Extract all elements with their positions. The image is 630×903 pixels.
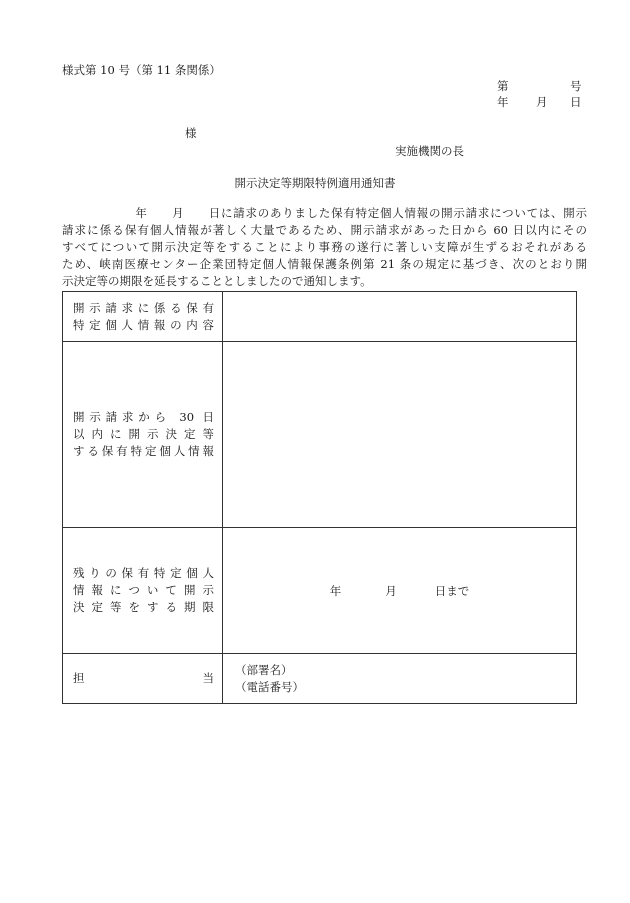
deadline-month-label: 月 xyxy=(385,583,397,598)
table-row xyxy=(63,342,577,528)
notice-table xyxy=(62,291,577,704)
date-day-label: 日 xyxy=(570,95,582,109)
contact-label-left: 担 xyxy=(73,671,85,685)
notice-body xyxy=(62,205,587,290)
form-number: 様式第 10 号（第 11 条関係） xyxy=(62,63,221,77)
department-name-label: （部署名） xyxy=(235,662,293,677)
table-row xyxy=(63,292,577,342)
within-30-days-label-cell: 開示請求から 30 日 以内に開示決定等 する保有特定個人情報 xyxy=(63,342,223,528)
content-label-cell: 開示請求に係る保有 特定個人情報の内容 xyxy=(63,292,223,342)
document-number-suffix: 号 xyxy=(570,79,582,93)
table-row xyxy=(63,654,577,704)
date-year-label: 年 xyxy=(497,95,509,109)
sender-name: 実施機関の長 xyxy=(395,144,464,158)
within-30-days-value-cell[interactable] xyxy=(223,342,577,528)
phone-number-label: （電話番号） xyxy=(235,679,304,694)
date-month-label: 月 xyxy=(536,95,548,109)
content-value-cell[interactable] xyxy=(223,292,577,342)
contact-label-cell xyxy=(63,654,223,704)
deadline-day-label: 日まで xyxy=(434,583,470,598)
document-title: 開示決定等期限特例適用通知書 xyxy=(234,176,396,190)
body-line: 示決定等の期限を延長することとしましたので通知します。 xyxy=(62,274,372,288)
addressee-honorific: 様 xyxy=(185,126,197,140)
deadline-year-label: 年 xyxy=(329,583,342,598)
contact-value-cell[interactable] xyxy=(223,654,577,704)
body-line: すべてについて開示決定等をすることにより事務の遂行に著しい支障が生ずるおそれがある xyxy=(62,240,587,254)
body-line: 年 月 日に請求のありました保有特定個人情報の開示請求については、開示 xyxy=(62,206,587,220)
body-line: 請求に係る保有個人情報が著しく大量であるため、開示請求があった日から 60 日以内にその xyxy=(62,223,587,237)
body-line: ため、峡南医療センター企業団特定個人情報保護条例第 21 条の規定に基づき、次のとおり開 xyxy=(62,257,587,271)
contact-label-right: 当 xyxy=(202,671,214,685)
document-number-label: 第 xyxy=(497,79,509,93)
remaining-deadline-label-cell: 残りの保有特定個人 情報について開示 決定等をする期限 xyxy=(63,528,223,654)
table-row xyxy=(63,528,577,654)
remaining-deadline-value-cell[interactable] xyxy=(223,528,577,654)
